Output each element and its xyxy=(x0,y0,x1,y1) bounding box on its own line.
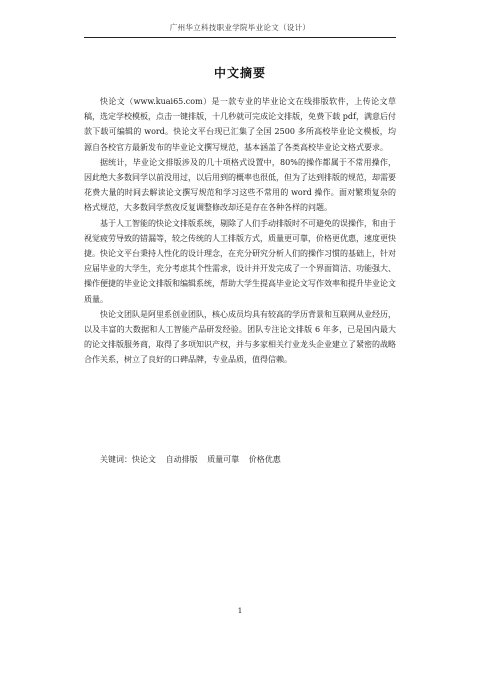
keyword: 质量可靠 xyxy=(207,455,240,464)
abstract-paragraph: 基于人工智能的快论文排版系统，剔除了人们手动排版时不可避免的误操作，和由于视觉疲劳导致的错漏等，较之传统的人工排版方式，质量更可靠，价格更优惠，速度更快捷。快论文平台秉持人性化的设计理念，在充分研究分析人们的操作习惯的基础上，针对应届毕业的大学生，充分考虑其个性需求，设计并开发完成了一个界面简洁、功能强大、操作便捷的毕业论文排版和编辑系统，帮助大学生提高毕业论文写作效率和提升毕业论文质量。 xyxy=(84,218,396,304)
running-header: 广州华立科技职业学院毕业论文（设计） xyxy=(169,23,311,32)
keyword: 价格优惠 xyxy=(248,455,281,464)
header-rule xyxy=(84,37,396,38)
abstract-body xyxy=(84,94,396,368)
keyword: 快论文 xyxy=(132,455,156,464)
keyword: 自动排版 xyxy=(165,455,198,464)
abstract-title: 中文摘要 xyxy=(213,66,266,80)
page-number: 1 xyxy=(237,606,243,615)
keywords-label: 关键词： xyxy=(100,455,132,464)
abstract-paragraph: 据统计，毕业论文排版涉及的几十项格式设置中，80%的操作都属于不常用操作，因此绝大多数同学以前没用过，以后用到的概率也很低，但为了达到排版的规范，却需要花费大量的时间去解读论文撰写规范和学习这些不常用的 word 操作。面对繁琐复杂的格式规范，大多数同学熬夜反复调整修改却还是存在各种各样的问题。 xyxy=(84,157,396,213)
keywords-line xyxy=(84,452,396,467)
abstract-paragraph: 快论文团队是阿里系创业团队，核心成员均具有较高的学历背景和互联网从业经历，以及丰富的大数据和人工智能产品研发经验。团队专注论文排版 6 年多，已是国内最大的论文排版服务商，取得了多项知识产权，并与多家相关行业龙头企业建立了紧密的战略合作关系，树立了良好的口碑品牌，专业品质，值得信赖。 xyxy=(84,309,396,365)
abstract-paragraph: 快论文（www.kuai65.com）是一款专业的毕业论文在线排版软件，上传论文草稿，选定学校模板，点击一键排版，十几秒就可完成论文排版，免费下载 pdf，满意后付款下载可编辑的 word。快论文平台现已汇集了全国 2500 多所高校毕业论文模板，均源自各校官方最新发布的毕业论文撰写规范，基本涵盖了各类高校毕业论文格式要求。 xyxy=(84,97,396,152)
